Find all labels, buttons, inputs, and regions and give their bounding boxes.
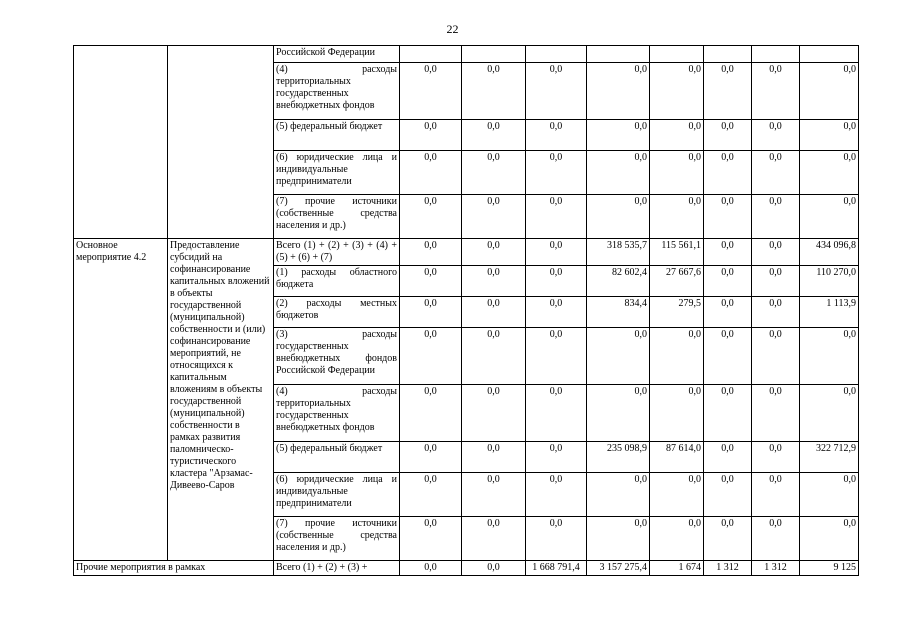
value-cell: 0,0 [587,517,650,561]
value-cell: 0,0 [800,195,859,239]
value-cell: 0,0 [650,328,704,385]
value-cell: 0,0 [704,151,752,195]
value-cell: 0,0 [526,195,587,239]
value-cell: 0,0 [462,517,526,561]
value-cell: 0,0 [462,63,526,120]
value-cell: 0,0 [400,266,462,297]
measure-description-cell [168,46,274,239]
value-cell: 0,0 [704,120,752,151]
value-cell: 0,0 [526,63,587,120]
value-cell [800,46,859,63]
page-number: 22 [446,22,459,36]
value-cell: 0,0 [800,151,859,195]
value-cell: 0,0 [526,473,587,517]
value-cell: 0,0 [462,239,526,266]
value-cell [650,46,704,63]
value-cell: 0,0 [752,328,800,385]
value-cell: 0,0 [752,385,800,442]
value-cell: 0,0 [800,63,859,120]
value-cell: 322 712,9 [800,442,859,473]
value-cell [587,46,650,63]
value-cell: 3 157 275,4 [587,561,650,576]
value-cell: 0,0 [704,442,752,473]
value-cell: 110 270,0 [800,266,859,297]
value-cell: 0,0 [704,63,752,120]
value-cell: 318 535,7 [587,239,650,266]
value-cell: 0,0 [650,517,704,561]
source-cell: (4) расходы территориальных государственных внебюджетных фондов [274,385,400,442]
value-cell: 0,0 [752,517,800,561]
value-cell: 0,0 [587,120,650,151]
value-cell: 0,0 [650,195,704,239]
value-cell: 0,0 [650,151,704,195]
value-cell [400,46,462,63]
value-cell: 279,5 [650,297,704,328]
value-cell [526,46,587,63]
source-cell: Всего (1) + (2) + (3) + (4) + (5) + (6) + (7) [274,239,400,266]
value-cell: 0,0 [704,266,752,297]
source-cell: (5) федеральный бюджет [274,120,400,151]
value-cell: 0,0 [752,473,800,517]
value-cell: 0,0 [400,120,462,151]
value-cell: 82 602,4 [587,266,650,297]
value-cell [462,46,526,63]
value-cell: 0,0 [462,561,526,576]
value-cell: 0,0 [752,239,800,266]
value-cell: 0,0 [462,266,526,297]
value-cell: 0,0 [526,239,587,266]
value-cell: 0,0 [526,328,587,385]
value-cell: 0,0 [800,120,859,151]
value-cell: 0,0 [650,120,704,151]
value-cell: 0,0 [800,517,859,561]
value-cell: 0,0 [752,442,800,473]
value-cell: 235 098,9 [587,442,650,473]
value-cell: 0,0 [752,120,800,151]
value-cell: 0,0 [400,195,462,239]
value-cell: 0,0 [752,297,800,328]
measure-description-cell: Предоставление субсидий на софинансирование капитальных вложений в объекты государственной (муниципальной) собственности и (или) софинансирование мероприятий, не относящихся к капитальным вложениям в объекты государственной (муниципальной) собственности в рамках развития паломническо-туристического кластера "Арзамас-Дивеево-Саров [168,239,274,561]
value-cell: 1 668 791,4 [526,561,587,576]
value-cell: 0,0 [400,63,462,120]
source-cell: (6) юридические лица и индивидуальные предприниматели [274,473,400,517]
value-cell: 0,0 [704,195,752,239]
source-cell: (7) прочие источники (собственные средства населения и др.) [274,517,400,561]
value-cell: 0,0 [400,442,462,473]
budget-table [73,45,859,576]
value-cell [752,46,800,63]
value-cell: 0,0 [462,297,526,328]
value-cell: 0,0 [704,385,752,442]
value-cell: 0,0 [752,63,800,120]
value-cell: 0,0 [752,266,800,297]
value-cell: 0,0 [704,328,752,385]
value-cell: 0,0 [526,517,587,561]
value-cell: 0,0 [462,473,526,517]
source-cell: (6) юридические лица и индивидуальные предприниматели [274,151,400,195]
value-cell: 0,0 [650,473,704,517]
value-cell: 0,0 [400,239,462,266]
value-cell: 0,0 [462,328,526,385]
table-body [74,46,859,576]
value-cell: 0,0 [400,473,462,517]
value-cell: 27 667,6 [650,266,704,297]
source-cell: (5) федеральный бюджет [274,442,400,473]
value-cell: 0,0 [526,151,587,195]
value-cell: 0,0 [526,120,587,151]
value-cell: 0,0 [462,120,526,151]
value-cell: 0,0 [800,328,859,385]
value-cell: 0,0 [704,473,752,517]
value-cell: 0,0 [400,297,462,328]
value-cell: 0,0 [462,442,526,473]
value-cell: 0,0 [587,63,650,120]
value-cell: 0,0 [800,385,859,442]
value-cell [704,46,752,63]
source-cell: Всего (1) + (2) + (3) + [274,561,400,576]
value-cell: 0,0 [587,385,650,442]
value-cell: 0,0 [587,195,650,239]
value-cell: 115 561,1 [650,239,704,266]
value-cell: 1 312 [752,561,800,576]
source-cell: (7) прочие источники (собственные средства населения и др.) [274,195,400,239]
value-cell: 0,0 [650,63,704,120]
value-cell: 0,0 [587,473,650,517]
value-cell: 0,0 [400,385,462,442]
value-cell: 0,0 [526,442,587,473]
measure-name-cell: Основное мероприятие 4.2 [74,239,168,561]
value-cell: 0,0 [400,328,462,385]
value-cell: 0,0 [752,151,800,195]
value-cell: 0,0 [400,517,462,561]
value-cell: 0,0 [526,385,587,442]
value-cell: 1 674 [650,561,704,576]
source-cell: (4) расходы территориальных государственных внебюджетных фондов [274,63,400,120]
value-cell: 0,0 [704,517,752,561]
value-cell: 434 096,8 [800,239,859,266]
value-cell: 9 125 [800,561,859,576]
value-cell: 0,0 [800,473,859,517]
value-cell: 0,0 [526,297,587,328]
table-row [74,46,859,63]
table-row [74,561,859,576]
source-cell: Российской Федерации [274,46,400,63]
value-cell: 0,0 [462,151,526,195]
value-cell: 0,0 [400,151,462,195]
value-cell: 834,4 [587,297,650,328]
value-cell: 0,0 [704,239,752,266]
value-cell: 1 113,9 [800,297,859,328]
source-cell: (3) расходы государственных внебюджетных фондов Российской Федерации [274,328,400,385]
value-cell: 0,0 [462,195,526,239]
source-cell: (1) расходы областного бюджета [274,266,400,297]
value-cell: 87 614,0 [650,442,704,473]
source-cell: (2) расходы местных бюджетов [274,297,400,328]
value-cell: 0,0 [462,385,526,442]
value-cell: 1 312 [704,561,752,576]
value-cell: 0,0 [587,328,650,385]
measure-name-cell: Прочие мероприятия в рамках [74,561,274,576]
value-cell: 0,0 [587,151,650,195]
value-cell: 0,0 [400,561,462,576]
value-cell: 0,0 [752,195,800,239]
value-cell: 0,0 [650,385,704,442]
table-row [74,239,859,266]
value-cell: 0,0 [526,266,587,297]
measure-name-cell [74,46,168,239]
value-cell: 0,0 [704,297,752,328]
